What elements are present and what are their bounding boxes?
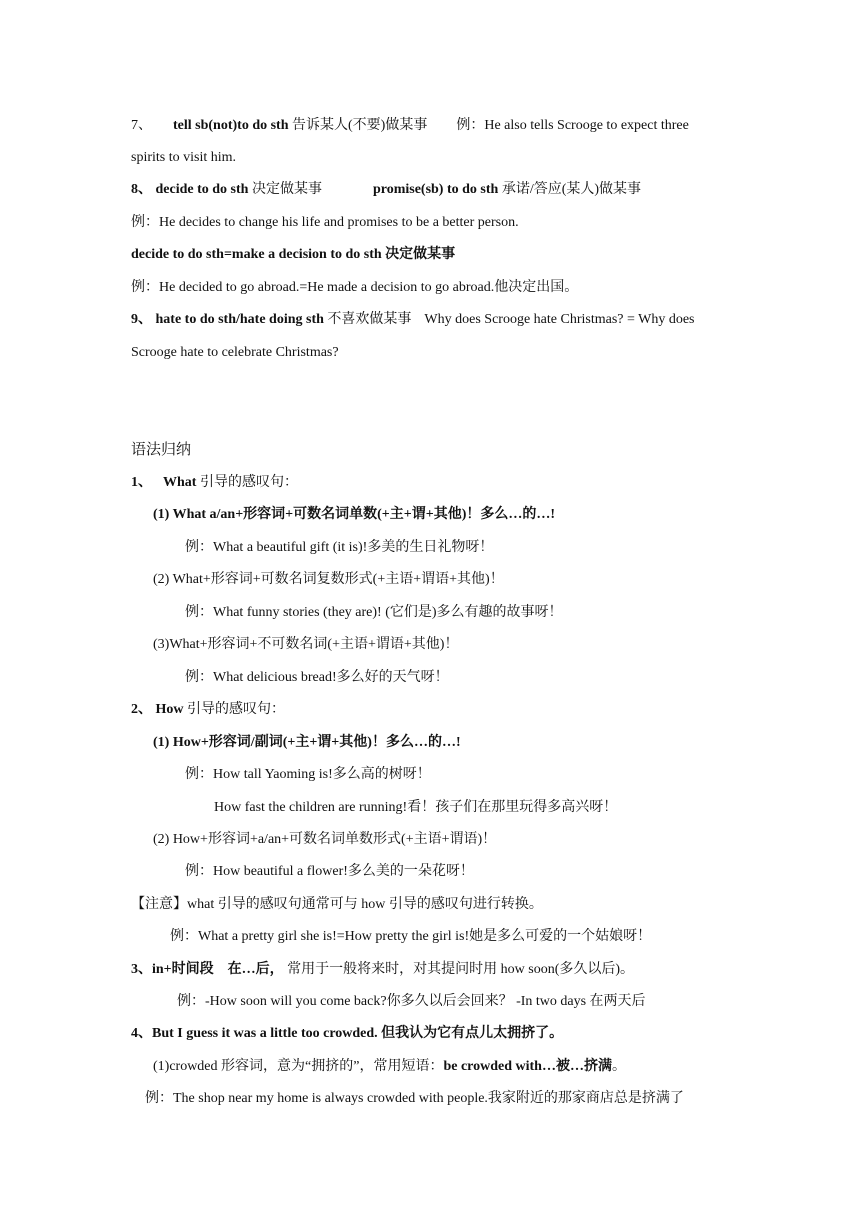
item-9-number: 9、: [131, 312, 152, 327]
item-8-phrase-2: promise(sb) to do sth: [372, 182, 499, 197]
item-8-number: 8、: [131, 182, 152, 197]
item-9-example-cont: Scrooge hate to celebrate Christmas?: [131, 345, 339, 360]
section-2-keyword: How: [155, 702, 184, 717]
section-4-rule-1: [153, 1057, 860, 1077]
item-9-example: Why does Scrooge hate Christmas? = Why does: [424, 312, 695, 327]
item-7-example-cont: spirits to visit him.: [131, 150, 237, 165]
section-1-rule-1-example: 例：What a beautiful gift (it is)!多美的生日礼物呀！: [185, 540, 494, 555]
section-4-rule-1-phrase: be crowded with…被…挤满: [443, 1059, 612, 1074]
section-4-rule-1-post: 。: [611, 1059, 626, 1074]
grammar-heading: 语法归纳: [131, 440, 192, 458]
section-3-title-bold: 3、in+时间段 在…后，: [131, 962, 284, 977]
item-8-equiv-meaning: 决定做某事: [385, 247, 456, 262]
item-9-line: [131, 310, 860, 330]
section-1-rule-2: (2) What+形容词+可数名词复数形式(+主语+谓语+其他)！: [153, 572, 504, 587]
section-1-title-rest: 引导的感叹句：: [199, 475, 298, 490]
item-7-meaning: 告诉某人(不要)做某事: [292, 118, 428, 133]
item-8-phrase: decide to do sth: [155, 182, 249, 197]
item-9-phrase: hate to do sth/hate doing sth: [155, 312, 324, 327]
section-4-rule-1-example: 例：The shop near my home is always crowded with people.我家附近的那家商店总是挤满了: [145, 1091, 684, 1106]
section-1-title: [131, 473, 860, 493]
section-2-title-rest: 引导的感叹句：: [187, 702, 285, 717]
section-1-rule-3-example: 例：What delicious bread!多么好的天气呀！: [185, 670, 449, 685]
item-7-number: 7、: [131, 118, 152, 133]
section-4-title: 4、But I guess it was a little too crowded. 但我认为它有点儿太拥挤了。: [131, 1026, 564, 1041]
item-7-line: [131, 116, 860, 136]
item-8-equiv-line: [131, 245, 860, 265]
section-2-rule-1-example: 例：How tall Yaoming is!多么高的树呀！: [185, 767, 431, 782]
item-8-example-2: 例：He decided to go abroad.=He made a decision to go abroad.他决定出国。: [131, 280, 579, 295]
item-9-meaning: 不喜欢做某事: [327, 312, 412, 327]
section-3-example: 例：-How soon will you come back?你多久以后会回来？ -In two days 在两天后: [177, 994, 646, 1009]
section-1-rule-2-example: 例：What funny stories (they are)! (它们是)多么有趣的故事呀！: [185, 605, 563, 620]
item-8-meaning-2: 承诺/答应(某人)做某事: [501, 182, 642, 197]
section-1-rule-1: (1) What a/an+形容词+可数名词单数(+主+谓+其他)！多么…的…!: [153, 507, 556, 522]
section-2-rule-1-example-2: How fast the children are running!看！孩子们在那里玩得多高兴呀！: [214, 800, 618, 815]
section-1-number: 1、: [131, 475, 152, 490]
item-8-meaning: 决定做某事: [251, 182, 322, 197]
section-1-rule-3: (3)What+形容词+不可数名词(+主语+谓语+其他)！: [153, 637, 459, 652]
item-8-equiv: decide to do sth=make a decision to do sth: [131, 247, 382, 262]
section-2-title: [131, 700, 860, 720]
item-8-line: [131, 180, 860, 200]
section-3-title: [131, 960, 860, 980]
section-3-title-rest: 常用于一般将来时，对其提问时用 how soon(多久以后)。: [287, 962, 635, 977]
section-2-number: 2、: [131, 702, 152, 717]
section-2-rule-2: (2) How+形容词+a/an+可数名词单数形式(+主语+谓语)！: [153, 832, 497, 847]
section-2-rule-2-example: 例：How beautiful a flower!多么美的一朵花呀！: [185, 864, 474, 879]
note-example: 例：What a pretty girl she is!=How pretty the girl is!她是多么可爱的一个姑娘呀！: [170, 929, 652, 944]
item-8-example: 例：He decides to change his life and promises to be a better person.: [131, 215, 519, 230]
section-4-rule-1-pre: (1)crowded 形容词，意为“拥挤的”，常用短语：: [153, 1059, 444, 1074]
section-2-rule-1: (1) How+形容词/副词(+主+谓+其他)！多么…的…!: [153, 735, 461, 750]
section-1-keyword: What: [163, 475, 197, 490]
item-7-example: 例：He also tells Scrooge to expect three: [456, 118, 689, 133]
note: 【注意】what 引导的感叹句通常可与 how 引导的感叹句进行转换。: [131, 897, 543, 912]
item-7-phrase: tell sb(not)to do sth: [173, 118, 289, 133]
